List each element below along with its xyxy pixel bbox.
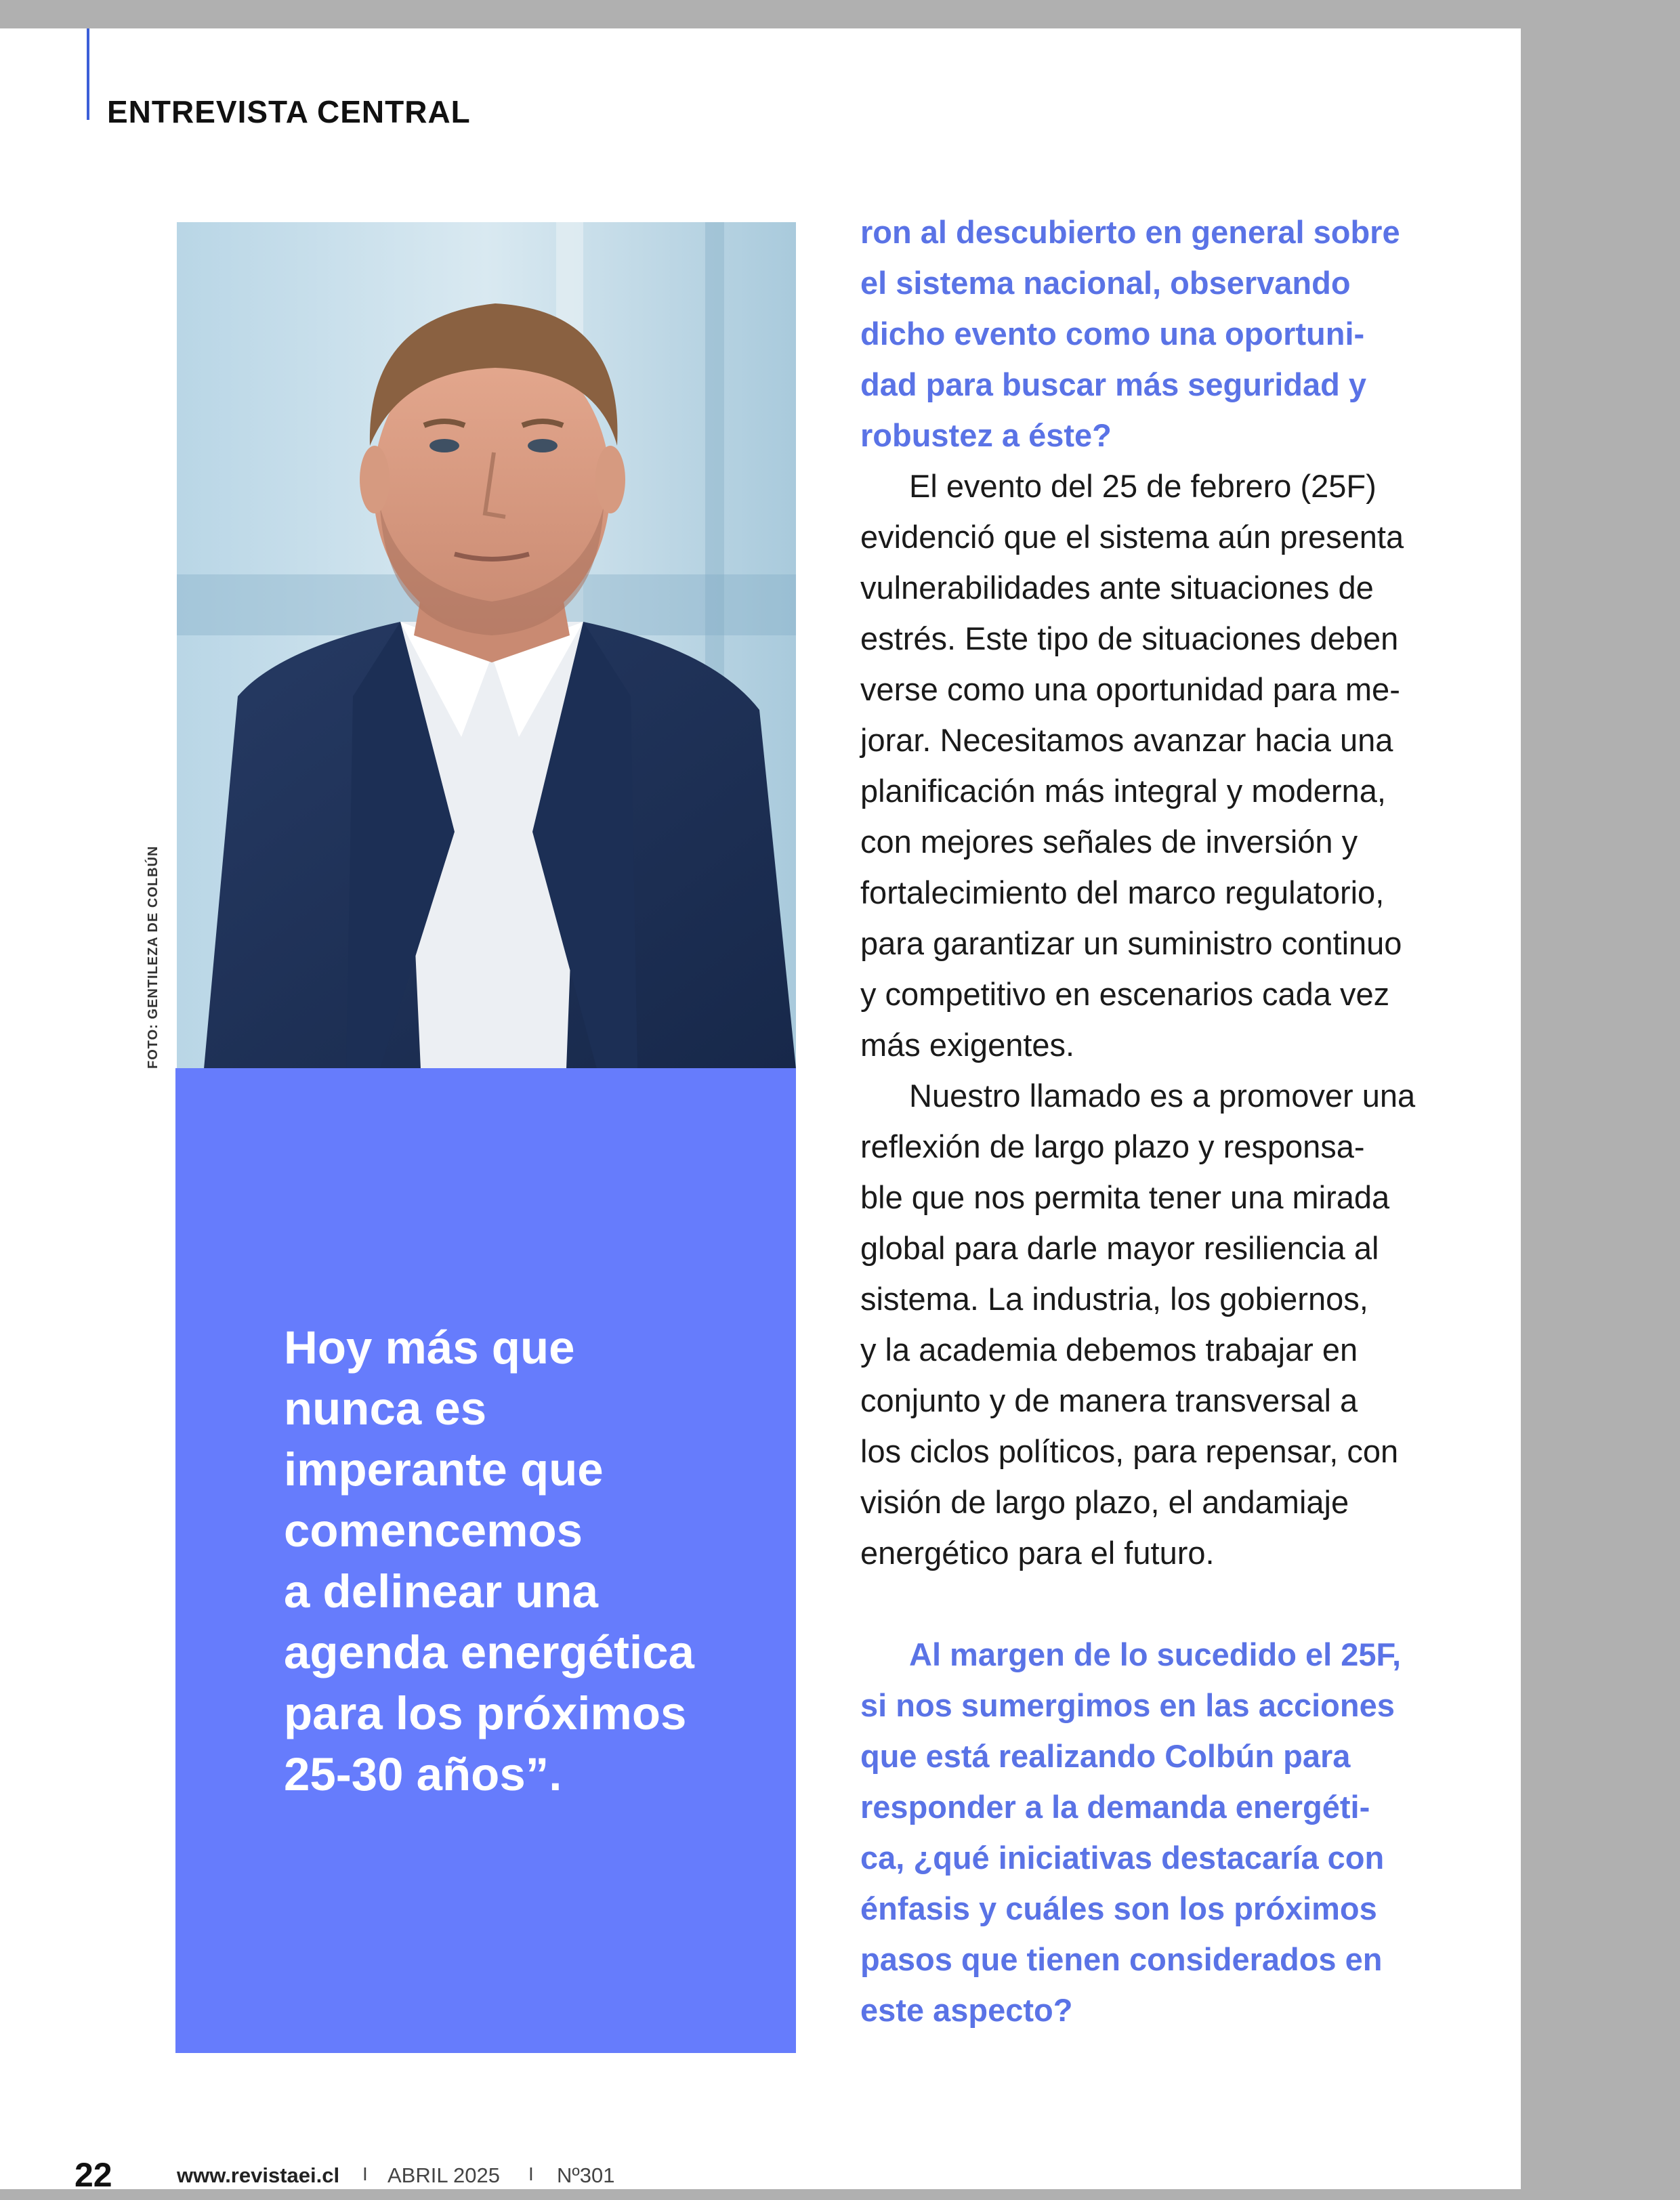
page-number: 22 [75, 2156, 112, 2194]
answer-1-paragraph-2: Nuestro llamado es a promover una reflexión de largo plazo y responsa- ble que nos permita tener una mirada global para darle mayor resiliencia al sistema. La industria, los gobiernos, y la academia debemos trabajar en conjunto y de manera transversal a los ciclos políticos, para repensar, con visión de largo plazo, el andamiaje energético para el futuro. [860, 1078, 1416, 1571]
page-footer [0, 2155, 1521, 2196]
accent-rule [87, 28, 89, 120]
footer-separator: I [362, 2163, 368, 2184]
pull-quote-box [175, 1068, 796, 2053]
article-column [860, 207, 1490, 2035]
photo-credit: FOTO: GENTILEZA DE COLBÚN [146, 845, 161, 1069]
question-1-end: ron al descubierto en general sobre el sistema nacional, observando dicho evento como una oportuni- dad para buscar más seguridad y robustez a éste? [860, 214, 1400, 453]
footer-date: ABRIL 2025 [387, 2163, 501, 2187]
portrait-photo [177, 222, 796, 1069]
footer-issue: Nº301 [557, 2163, 615, 2187]
footer-separator: I [528, 2163, 534, 2184]
question-2: Al margen de lo sucedido el 25F, si nos sumergimos en las acciones que está realizando Colbún para responder a la demanda energéti- ca, ¿qué iniciativas destacaría con énfasis y cuáles son los próximos pasos que tienen considerados en este aspecto? [860, 1636, 1402, 2028]
footer-url[interactable]: www.revistaei.cl [177, 2163, 340, 2187]
pull-quote-text: Hoy más que nunca es imperante que comencemos a delinear una agenda energética para los próximos 25-30 años”. [284, 1321, 694, 1800]
section-label: ENTREVISTA CENTRAL [107, 94, 471, 129]
magazine-page [0, 28, 1521, 2194]
answer-1-paragraph-1: El evento del 25 de febrero (25F) evidenció que el sistema aún presenta vulnerabilidades ante situaciones de estrés. Este tipo de situaciones deben verse como una oportunidad para me- jorar. Necesitamos avanzar hacia una planificación más integral y moderna, con mejores señales de inversión y fortalecimiento del marco regulatorio, para garantizar un suministro continuo y competitivo en escenarios cada vez más exigentes. [860, 468, 1404, 1063]
